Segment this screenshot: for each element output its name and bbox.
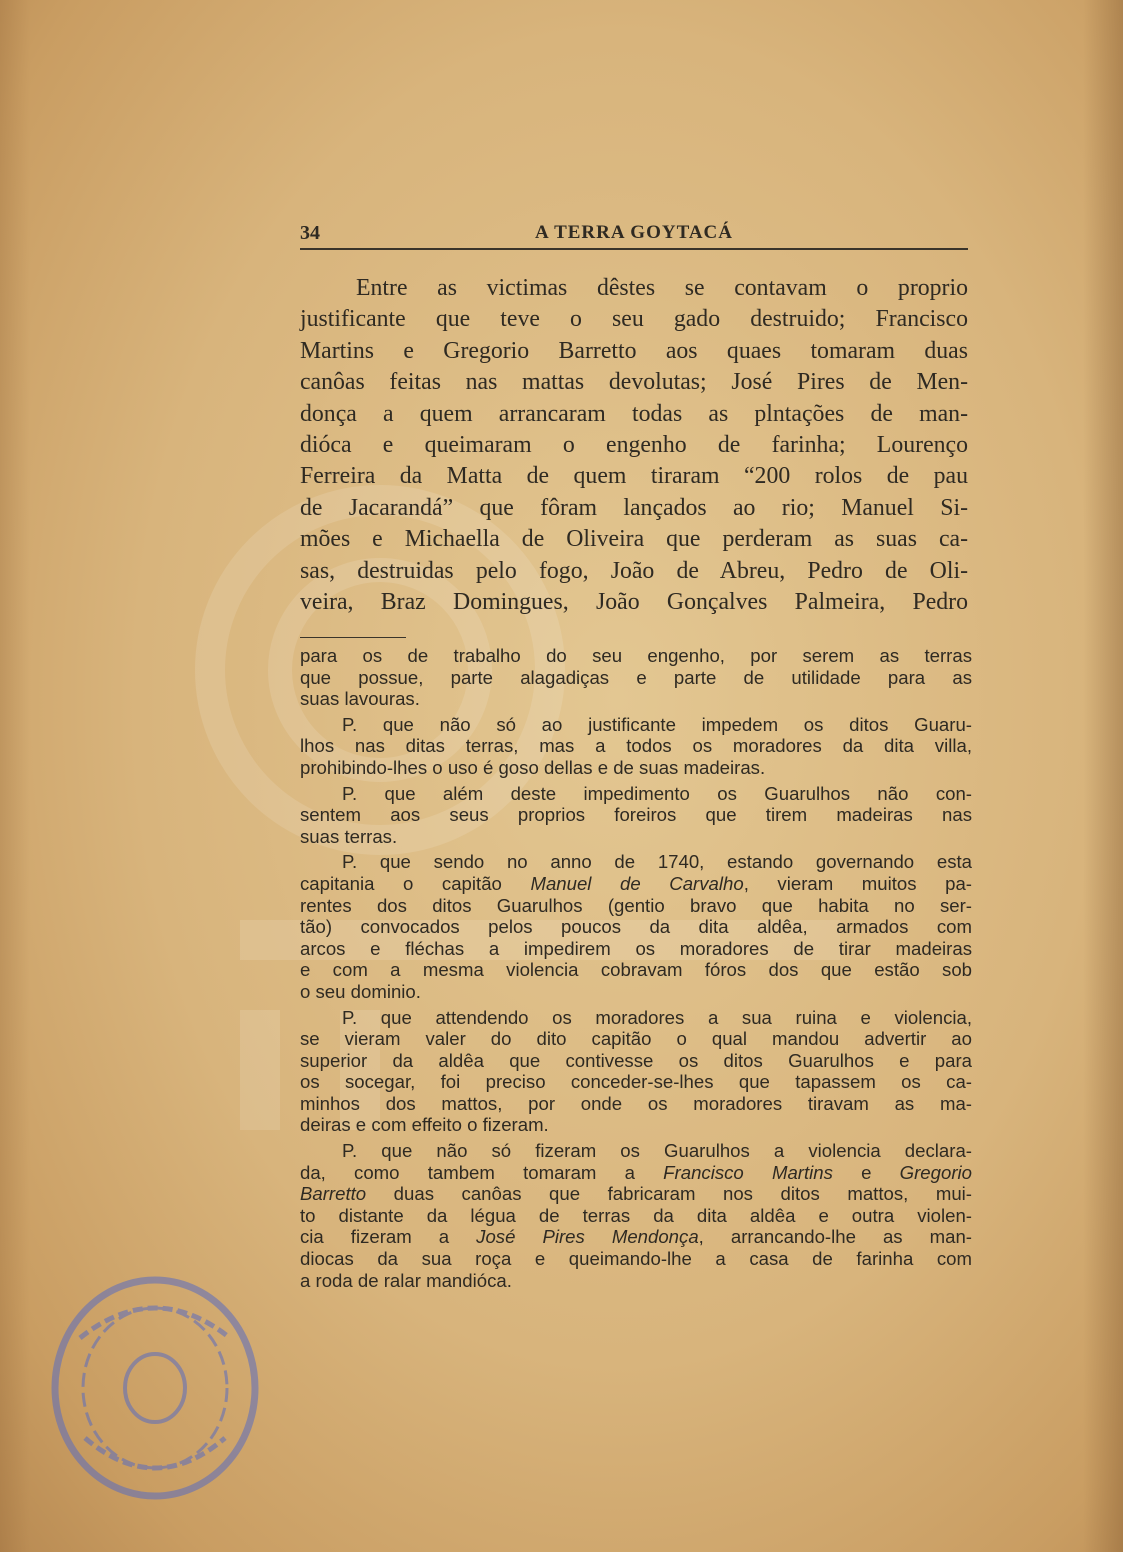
- text-line: veira, Braz Domingues, João Gonçalves Palmeira, Pedro: [300, 589, 968, 616]
- page-number: 34: [300, 222, 320, 244]
- footnote-text: e: [832, 1161, 900, 1183]
- footnote-line: [300, 1162, 972, 1184]
- footnote-line: minhos dos mattos, por onde os moradores tiravam as ma-: [300, 1092, 972, 1114]
- book-spine-shadow: [1083, 0, 1123, 1552]
- footnote-line: [300, 1226, 972, 1248]
- footnote-line: P. que attendendo os moradores a sua ruina e violencia,: [342, 1006, 972, 1028]
- footnote-line: para os de trabalho do seu engenho, por serem as terras: [300, 645, 972, 666]
- page-header: [300, 222, 968, 250]
- footnote-divider: [300, 637, 406, 638]
- footnote-line: o seu dominio.: [300, 980, 421, 1002]
- footnote-line: que possue, parte alagadiças e parte de utilidade para as: [300, 666, 972, 688]
- footnote-line: lhos nas ditas terras, mas a todos os moradores da dita villa,: [300, 735, 972, 757]
- footnote-line: [300, 873, 972, 895]
- footnote-line: suas terras.: [300, 825, 398, 847]
- footnote-line: sentem aos seus proprios foreiros que tirem madeiras nas: [300, 804, 972, 826]
- text-line: Martins e Gregorio Barretto aos quaes tomaram duas: [300, 337, 968, 364]
- footnote-line: P. que não só fizeram os Guarulhos a violencia declara-: [342, 1140, 972, 1162]
- footnote-line: tão) convocados pelos poucos da dita aldêa, armados com: [300, 916, 972, 938]
- text-line: dióca e queimaram o engenho de farinha; Lourenço: [300, 432, 968, 459]
- page-edge-shadow: [0, 0, 30, 1552]
- footnote-person-name: Manuel de Carvalho: [530, 872, 744, 894]
- text-line: canôas feitas nas mattas devolutas; José Pires de Men-: [300, 369, 968, 396]
- footnote-line: suas lavouras.: [300, 688, 420, 710]
- library-stamp-icon: [40, 1268, 270, 1508]
- footnote-text: , arrancando-lhe as man-: [698, 1226, 972, 1248]
- footnote-line: os socegar, foi preciso conceder-se-lhes que tapassem os ca-: [300, 1071, 972, 1093]
- text-line: Entre as victimas dêstes se contavam o proprio: [356, 275, 968, 301]
- footnote-text: , vieram muitos pa-: [743, 872, 972, 894]
- footnote-person-name: Francisco Martins: [663, 1161, 833, 1183]
- footnote-text: cia fizeram a: [300, 1226, 477, 1248]
- text-line: donça a quem arrancaram todas as plntações de man-: [300, 400, 968, 427]
- footnote-person-name: Gregorio: [899, 1161, 972, 1183]
- footnote-line: superior da aldêa que contivesse os ditos Guarulhos e para: [300, 1049, 972, 1071]
- footnote-text: duas canôas que fabricaram nos ditos mattos, mui-: [366, 1183, 972, 1205]
- footnote-line: deiras e com effeito o fizeram.: [300, 1114, 549, 1136]
- footnote-person-name: Barretto: [300, 1183, 367, 1205]
- footnote-text: capitania o capitão: [300, 872, 531, 894]
- footnote-line: [300, 1183, 972, 1205]
- main-text: [300, 273, 968, 618]
- text-line: mões e Michaella de Oliveira que perderam as suas ca-: [300, 526, 968, 553]
- text-line: sas, destruidas pelo fogo, João de Abreu, Pedro de Oli-: [300, 557, 968, 584]
- text-line: justificante que teve o seu gado destruido; Francisco: [300, 306, 968, 333]
- footnote-line: arcos e fléchas a impedirem os moradores de tirar madeiras: [300, 937, 972, 959]
- footnote-line: se vieram valer do dito capitão o qual mandou advertir ao: [300, 1028, 972, 1050]
- footnotes: [300, 645, 972, 1291]
- footnote-line: e com a mesma violencia cobravam fóros dos que estão sob: [300, 959, 972, 981]
- footnote-person-name: José Pires Mendonça: [476, 1226, 699, 1248]
- text-line: Ferreira da Matta de quem tiraram “200 rolos de pau: [300, 463, 968, 490]
- footnote-line: diocas da sua roça e queimando-lhe a casa de farinha com: [300, 1248, 972, 1270]
- footnote-line: to distante da légua de terras da dita aldêa e outra violen-: [300, 1204, 972, 1226]
- footnote-line: P. que sendo no anno de 1740, estando governando esta: [342, 851, 972, 873]
- footnote-line: a roda de ralar mandióca.: [300, 1269, 512, 1291]
- footnote-line: P. que além deste impedimento os Guarulhos não con-: [342, 782, 972, 804]
- running-title: A TERRA GOYTACÁ: [535, 222, 733, 243]
- footnote-line: P. que não só ao justificante impedem os ditos Guaru-: [342, 713, 972, 735]
- text-line: de Jacarandá” que fôram lançados ao rio; Manuel Si-: [300, 494, 968, 521]
- footnote-text: da, como tambem tomaram a: [300, 1161, 664, 1183]
- footnote-line: prohibindo-lhes o uso é goso dellas e de suas madeiras.: [300, 756, 766, 778]
- footnote-line: rentes dos ditos Guarulhos (gentio bravo que habita no ser-: [300, 894, 972, 916]
